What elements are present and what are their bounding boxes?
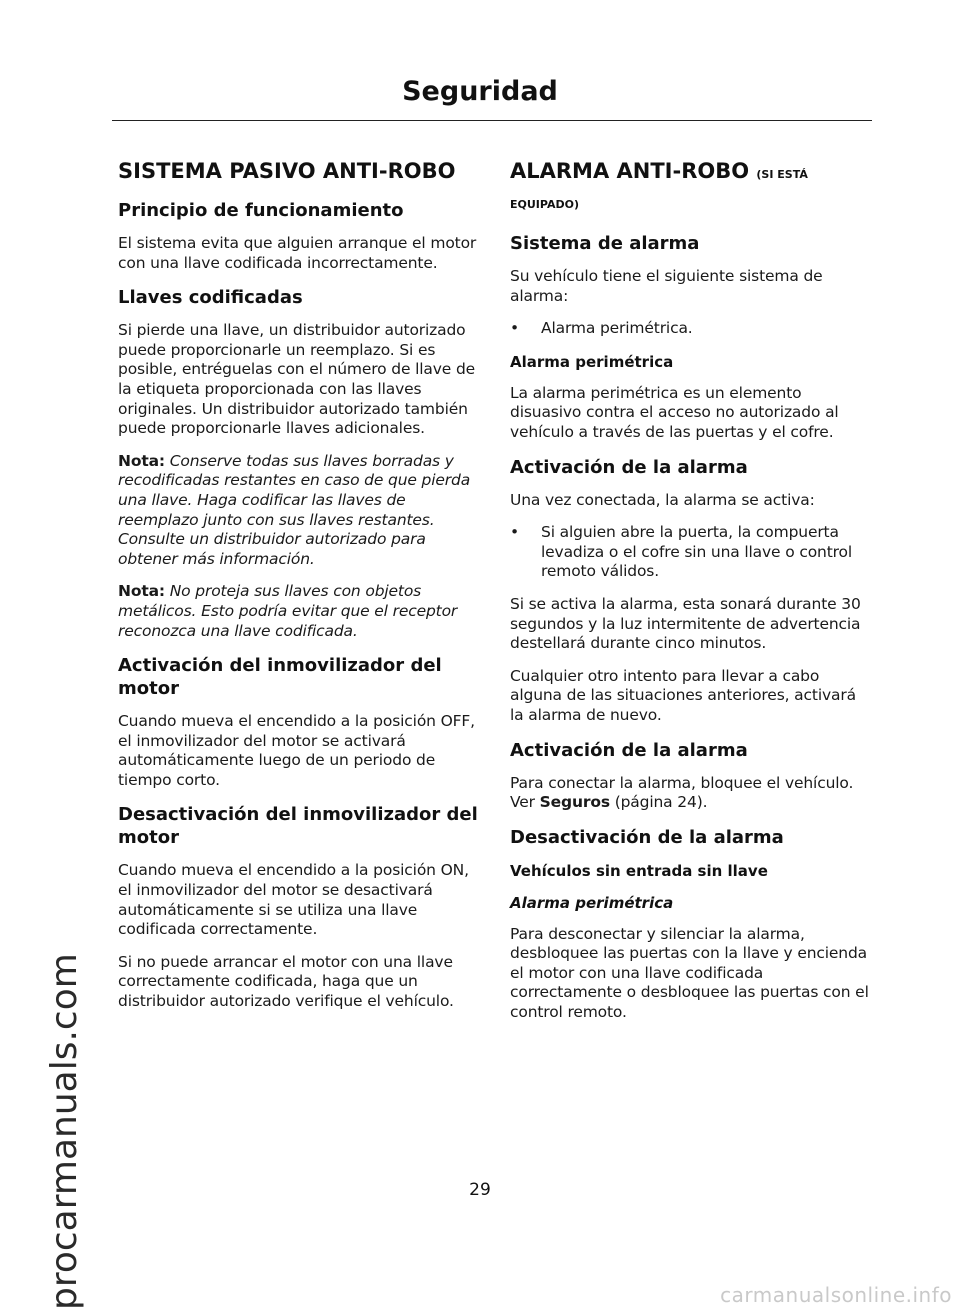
arming-page-ref: (página 24). [609,793,708,812]
subheading-immobilizer-deactivation: Desactivación del inmovilizador del motor [118,804,478,849]
paragraph-alarm-deactivation: Para desconectar y silenciar la alarma, desbloquee las puertas con la llave y encienda el motor con una llave codificada correctamente o desbloquee las puertas con el control remoto. [510,924,869,1022]
paragraph-alarm-arming [510,774,872,813]
note-label: Nota: [118,582,165,601]
paragraph-immobilizer-deactivation-2: Si no puede arrancar el motor con una llave correctamente codificada, haga que un distribuidor autorizado verifique el vehículo. [118,952,454,1011]
subheading-immobilizer-activation: Activación del inmovilizador del motor [118,655,442,700]
right-column [510,158,872,1036]
page-number: 29 [469,1180,491,1200]
note-2 [118,582,480,641]
side-watermark: procarmanuals.com [44,953,85,1310]
subheading-perimeter-alarm-italic: Alarma perimétrica [510,893,674,912]
subheading-alarm-arming: Activación de la alarma [510,739,748,761]
section-heading-pats: SISTEMA PASIVO ANTI-ROBO [118,159,456,183]
alarm-heading-qualifier: (SI ESTÁ EQUIPADO) [510,168,808,211]
cross-reference-link[interactable]: Seguros [539,793,610,812]
paragraph-alarm-activation: Una vez conectada, la alarma se activa: [510,490,815,509]
page-title: Seguridad [402,76,558,107]
alarm-heading-main: ALARMA ANTI-ROBO [510,159,750,183]
subheading-alarm-activation: Activación de la alarma [510,456,748,478]
bullet-list-alarm-system [510,319,872,339]
header-divider [112,120,872,121]
bullet-list-alarm-activation [510,523,872,582]
paragraph-alarm-system: Su vehículo tiene el siguiente sistema de alarma: [510,267,823,305]
subheading-no-keyless-entry: Vehículos sin entrada sin llave [510,861,768,880]
subheading-perimeter-alarm: Alarma perimétrica [510,352,674,371]
note-label: Nota: [118,451,165,470]
left-column [118,158,480,1025]
section-heading-alarm [510,158,872,218]
subheading-principle: Principio de funcionamiento [118,200,404,221]
list-item: • Alarma perimétrica. [510,319,872,339]
paragraph-alarm-duration: Si se activa la alarma, esta sonará durante 30 segundos y la luz intermitente de advertencia destellará durante cinco minutos. [510,594,861,653]
paragraph-alarm-retrigger: Cualquier otro intento para llevar a cabo alguna de las situaciones anteriores, activará la alarma de nuevo. [510,666,856,724]
paragraph-coded-keys: Si pierde una llave, un distribuidor autorizado puede proporcionarle un reemplazo. Si es posible, entréguelas con el número de llave de la etiqueta proporcionada con las llaves originales. Un distribuidor autorizado también puede proporcionarle llaves adicionales. [118,321,476,438]
footer-watermark: carmanualsonline.info [720,1283,952,1307]
subheading-alarm-system: Sistema de alarma [510,233,700,254]
note-text: No proteja sus llaves con objetos metálicos. Esto podría evitar que el receptor reconozca una llave codificada. [118,582,458,640]
subheading-coded-keys: Llaves codificadas [118,287,303,309]
paragraph-perimeter-alarm: La alarma perimétrica es un elemento disuasivo contra el acceso no autorizado al vehículo a través de las puertas y el cofre. [510,383,839,441]
paragraph-immobilizer-deactivation-1: Cuando mueva el encendido a la posición ON, el inmovilizador del motor se desactivará automáticamente si se utiliza una llave codificada correctamente. [118,861,469,939]
note-text: Conserve todas sus llaves borradas y recodificadas restantes en caso de que pierda una llave. Haga codificar las llaves de reemplazo junto con sus llaves restantes. Consulte un distribuidor autorizado para obtener más información. [118,451,471,568]
paragraph-immobilizer-activation: Cuando mueva el encendido a la posición OFF, el inmovilizador del motor se activará automáticamente luego de un periodo de tiempo corto. [118,712,475,789]
list-item: • Si alguien abre la puerta, la compuerta levadiza o el cofre sin una llave o control remoto válidos. [510,523,872,582]
arming-text: Para conectar la alarma, bloquee el vehículo. Ver [510,773,854,812]
note-1 [118,452,480,570]
paragraph-principle: El sistema evita que alguien arranque el motor con una llave codificada incorrectamente. [118,234,477,272]
subheading-alarm-deactivation: Desactivación de la alarma [510,826,784,848]
